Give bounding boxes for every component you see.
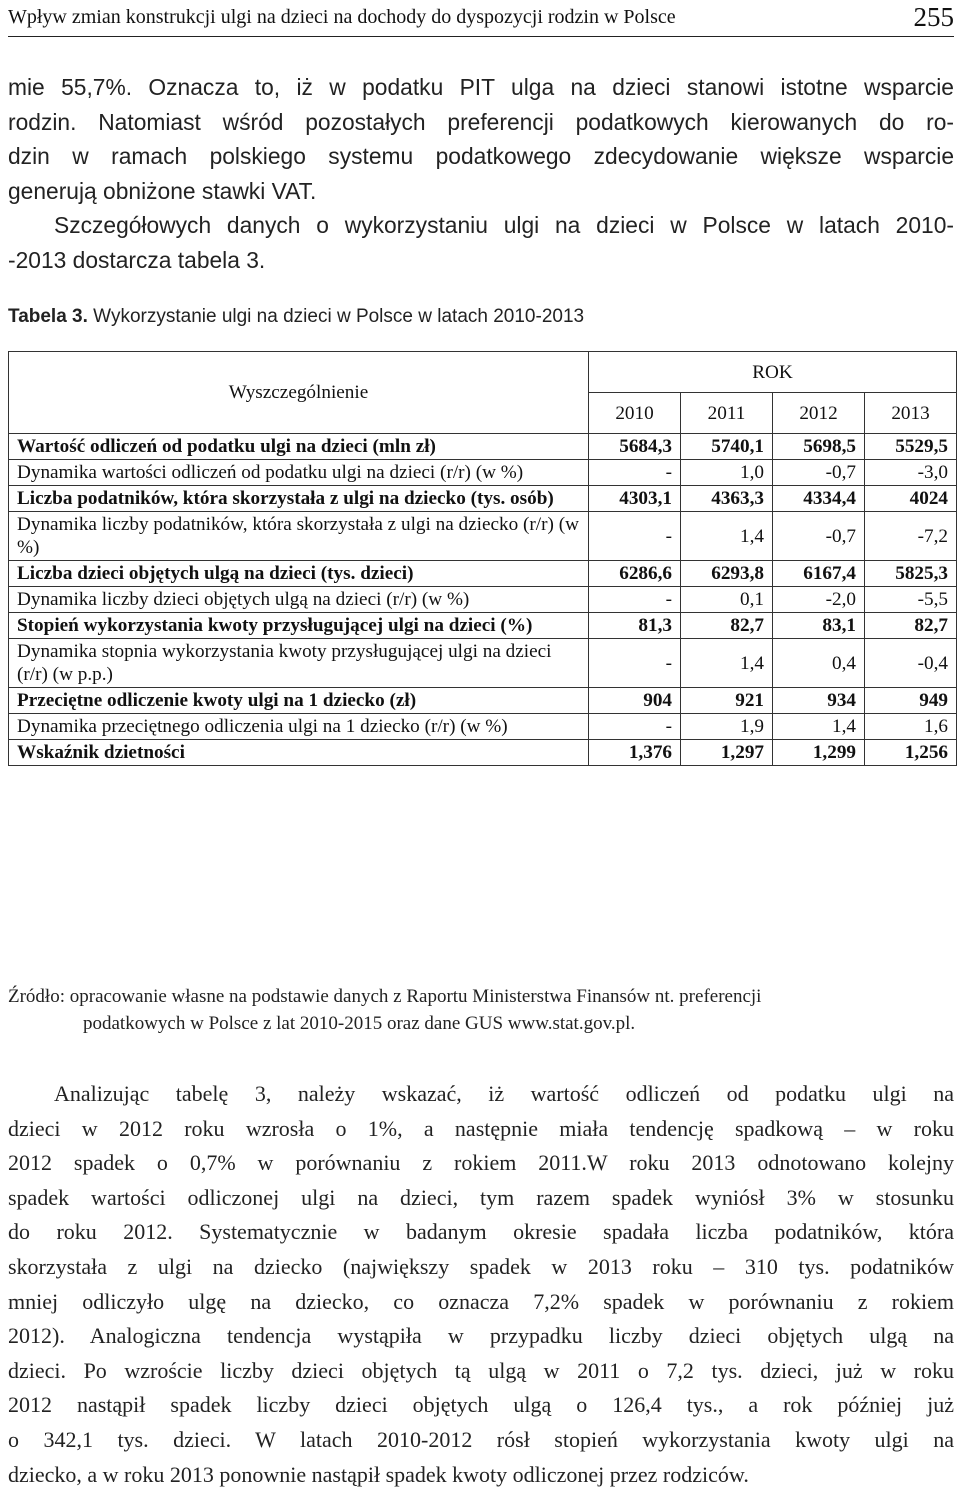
text-line: do roku 2012. Systematycznie w badanym okresie spadała liczba podatników, która: [8, 1219, 954, 1245]
column-header-label: Wyszczególnienie: [9, 352, 589, 434]
year-header: 2010: [589, 393, 681, 434]
value-cell: -: [589, 512, 681, 561]
text-line: generują obniżone stawki VAT.: [8, 177, 317, 204]
value-cell: 6167,4: [773, 561, 865, 587]
row-label: Liczba podatników, która skorzystała z ulgi na dziecko (tys. osób): [9, 486, 589, 512]
value-cell: 83,1: [773, 613, 865, 639]
value-cell: -: [589, 639, 681, 688]
intro-paragraph: [8, 70, 954, 208]
value-cell: 934: [773, 688, 865, 714]
text-line: mie 55,7%. Oznacza to, iż w podatku PIT ulga na dzieci stanowi istotne wsparcie: [8, 74, 954, 100]
text-line: dziecko, a w roku 2013 ponownie nastąpił spadek kwoty odliczonej przez rodziców.: [8, 1461, 749, 1487]
text-line: dzin w ramach polskiego systemu podatkowego zdecydowanie większe wsparcie: [8, 143, 954, 169]
year-header: 2011: [681, 393, 773, 434]
intro-paragraph-2: [8, 208, 954, 277]
table-caption: [8, 306, 584, 328]
value-cell: 0,1: [681, 587, 773, 613]
value-cell: -: [589, 714, 681, 740]
source-note: [8, 983, 958, 1037]
source-line: Źródło: opracowanie własne na podstawie danych z Raportu Ministerstwa Finansów nt. preferencji: [8, 986, 762, 1007]
value-cell: 4334,4: [773, 486, 865, 512]
value-cell: 1,9: [681, 714, 773, 740]
value-cell: 921: [681, 688, 773, 714]
text-line: dzieci. Po wzroście liczby dzieci objętych tą ulgą w 2011 o 7,2 tys. dzieci, już w roku: [8, 1357, 954, 1383]
text-line: spadek wartości odliczonej ulgi na dzieci, tym razem spadek wyniósł 3% w stosunku: [8, 1184, 954, 1210]
page-number: 255: [913, 2, 954, 32]
value-cell: -: [589, 587, 681, 613]
value-cell: 5825,3: [865, 561, 957, 587]
value-cell: 5529,5: [865, 434, 957, 460]
text-line: o 342,1 tys. dzieci. W latach 2010-2012 rósł stopień wykorzystania kwoty ulgi na: [8, 1426, 954, 1452]
row-label: Dynamika liczby dzieci objętych ulgą na dzieci (r/r) (w %): [9, 587, 589, 613]
table-row: [9, 512, 957, 561]
text-line: Analizując tabelę 3, należy wskazać, iż wartość odliczeń od podatku ulgi na: [54, 1081, 954, 1106]
value-cell: 81,3: [589, 613, 681, 639]
table-row: [9, 613, 957, 639]
value-cell: 5740,1: [681, 434, 773, 460]
row-label: Liczba dzieci objętych ulgą na dzieci (tys. dzieci): [9, 561, 589, 587]
row-label: Dynamika przeciętnego odliczenia ulgi na 1 dziecko (r/r) (w %): [9, 714, 589, 740]
value-cell: 6286,6: [589, 561, 681, 587]
source-line: podatkowych w Polsce z lat 2010-2015 oraz dane GUS www.stat.gov.pl.: [83, 1013, 636, 1034]
year-header: 2013: [865, 393, 957, 434]
table-row: [9, 587, 957, 613]
value-cell: 4363,3: [681, 486, 773, 512]
value-cell: 1,6: [865, 714, 957, 740]
value-cell: -0,7: [773, 512, 865, 561]
row-label: Dynamika stopnia wykorzystania kwoty przysługującej ulgi na dzieci (r/r) (w p.p.): [9, 639, 589, 688]
table-row: [9, 688, 957, 714]
value-cell: -7,2: [865, 512, 957, 561]
row-label: Dynamika wartości odliczeń od podatku ulgi na dzieci (r/r) (w %): [9, 460, 589, 486]
value-cell: 1,299: [773, 740, 865, 766]
row-label: Wartość odliczeń od podatku ulgi na dzieci (mln zł): [9, 434, 589, 460]
value-cell: 1,4: [681, 512, 773, 561]
text-line: Szczegółowych danych o wykorzystaniu ulgi na dzieci w Polsce w latach 2010-: [54, 212, 954, 238]
value-cell: 1,297: [681, 740, 773, 766]
value-cell: 4024: [865, 486, 957, 512]
value-cell: 6293,8: [681, 561, 773, 587]
value-cell: -: [589, 460, 681, 486]
value-cell: 5698,5: [773, 434, 865, 460]
running-title: Wpływ zmian konstrukcji ulgi na dzieci na dochody do dyspozycji rodzin w Polsce: [8, 6, 676, 28]
table-caption-label: Tabela 3.: [8, 306, 88, 327]
value-cell: 4303,1: [589, 486, 681, 512]
page-header: [8, 4, 954, 37]
value-cell: 1,256: [865, 740, 957, 766]
text-line: 2012 nastąpił spadek liczby dzieci objętych ulgą o 126,4 tys., a rok później już: [8, 1392, 954, 1418]
value-cell: -0,4: [865, 639, 957, 688]
analysis-paragraph: [8, 1077, 954, 1492]
year-header: 2012: [773, 393, 865, 434]
data-table: [8, 351, 957, 766]
text-line: skorzystała z ulgi na dziecko (największy spadek w 2013 roku – 310 tys. podatników: [8, 1253, 954, 1279]
value-cell: 5684,3: [589, 434, 681, 460]
value-cell: 1,376: [589, 740, 681, 766]
text-line: -2013 dostarcza tabela 3.: [8, 246, 266, 273]
column-group-header: ROK: [589, 352, 957, 393]
text-line: 2012 spadek o 0,7% w porównaniu z rokiem 2011.W roku 2013 odnotowano kolejny: [8, 1150, 954, 1176]
value-cell: -2,0: [773, 587, 865, 613]
table-row: [9, 486, 957, 512]
row-label: Dynamika liczby podatników, która skorzystała z ulgi na dziecko (r/r) (w %): [9, 512, 589, 561]
text-line: 2012). Analogiczna tendencja wystąpiła w przypadku liczby dzieci objętych ulgą na: [8, 1323, 954, 1349]
value-cell: -3,0: [865, 460, 957, 486]
table-row: [9, 460, 957, 486]
value-cell: 0,4: [773, 639, 865, 688]
row-label: Wskaźnik dzietności: [9, 740, 589, 766]
text-line: rodzin. Natomiast wśród pozostałych preferencji podatkowych kierowanych do ro-: [8, 108, 954, 135]
table-caption-text: Wykorzystanie ulgi na dzieci w Polsce w latach 2010-2013: [87, 306, 585, 327]
value-cell: -0,7: [773, 460, 865, 486]
value-cell: 82,7: [865, 613, 957, 639]
text-line: mniej odliczyło ulgę na dziecko, co oznacza 7,2% spadek w porównaniu z rokiem: [8, 1288, 954, 1314]
table-row: [9, 714, 957, 740]
value-cell: 1,4: [681, 639, 773, 688]
table-row: [9, 639, 957, 688]
value-cell: -5,5: [865, 587, 957, 613]
row-label: Przeciętne odliczenie kwoty ulgi na 1 dziecko (zł): [9, 688, 589, 714]
table-row: [9, 740, 957, 766]
text-line: dzieci w 2012 roku wzrosła o 1%, a następnie miała tendencję spadkową – w roku: [8, 1115, 954, 1141]
value-cell: 1,0: [681, 460, 773, 486]
table-row: [9, 561, 957, 587]
value-cell: 904: [589, 688, 681, 714]
table-row: [9, 434, 957, 460]
value-cell: 1,4: [773, 714, 865, 740]
row-label: Stopień wykorzystania kwoty przysługującej ulgi na dzieci (%): [9, 613, 589, 639]
value-cell: 949: [865, 688, 957, 714]
value-cell: 82,7: [681, 613, 773, 639]
